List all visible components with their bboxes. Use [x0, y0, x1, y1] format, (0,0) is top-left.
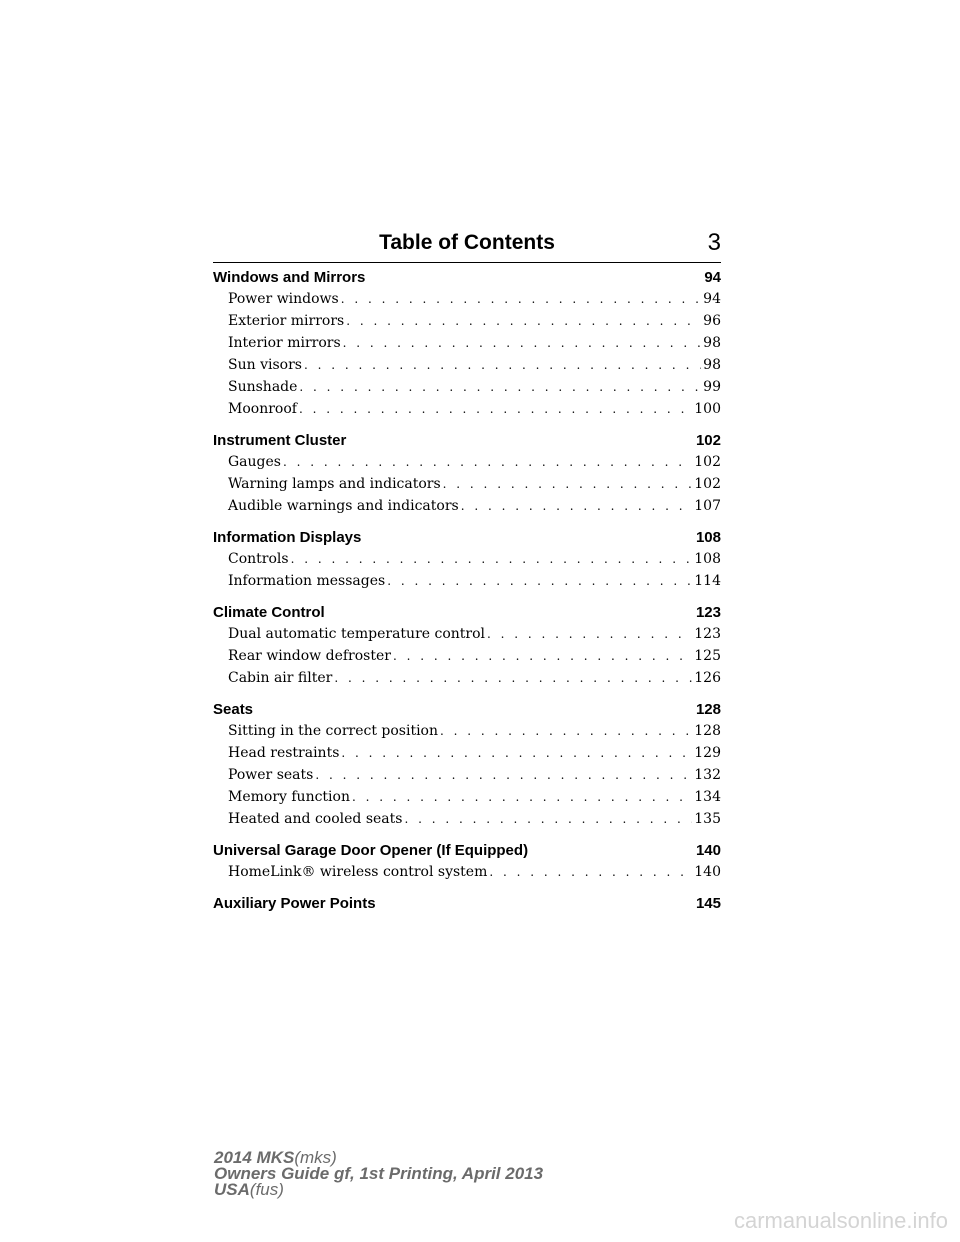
entry-page: 102 — [694, 476, 721, 492]
toc-entry[interactable] — [228, 720, 721, 742]
dot-leader — [404, 808, 692, 830]
entry-title: Interior mirrors — [228, 335, 341, 351]
dot-leader — [443, 473, 693, 495]
toc-entry[interactable] — [228, 764, 721, 786]
section-page: 140 — [695, 842, 721, 859]
toc-entry[interactable] — [228, 667, 721, 689]
footer — [214, 1150, 543, 1198]
entry-page: 129 — [694, 745, 721, 761]
entry-title: Cabin air filter — [228, 670, 333, 686]
toc-section-heading[interactable] — [213, 700, 721, 720]
page-number: 3 — [707, 229, 721, 256]
section-title: Windows and Mirrors — [213, 269, 366, 286]
toc-section — [213, 700, 721, 830]
toc-entry[interactable] — [228, 376, 721, 398]
section-title: Seats — [213, 701, 254, 718]
toc-entry[interactable] — [228, 570, 721, 592]
entry-title: Controls — [228, 551, 289, 567]
dot-leader — [352, 786, 692, 808]
entry-title: Dual automatic temperature control — [228, 626, 486, 642]
entry-page: 114 — [694, 573, 721, 589]
entry-page: 134 — [694, 789, 721, 805]
toc-entry[interactable] — [228, 288, 721, 310]
entry-page: 102 — [694, 454, 721, 470]
footer-printing: Owners Guide gf, 1st Printing, April 2013 — [214, 1164, 544, 1183]
toc-entry[interactable] — [228, 786, 721, 808]
toc-section — [213, 603, 721, 689]
dot-leader — [334, 667, 692, 689]
entry-page: 98 — [703, 335, 721, 351]
entry-title: Memory function — [228, 789, 350, 805]
dot-leader — [393, 645, 692, 667]
entry-page: 125 — [694, 648, 721, 664]
dot-leader — [304, 354, 701, 376]
dot-leader — [487, 623, 692, 645]
dot-leader — [341, 288, 701, 310]
entry-page: 96 — [703, 313, 721, 329]
entry-title: Warning lamps and indicators — [228, 476, 441, 492]
section-title: Universal Garage Door Opener (If Equipped) — [213, 842, 529, 859]
entry-title: Power seats — [228, 767, 314, 783]
toc-entry[interactable] — [228, 473, 721, 495]
entry-title: Sitting in the correct position — [228, 723, 439, 739]
entry-page: 128 — [694, 723, 721, 739]
section-page: 102 — [695, 432, 721, 449]
section-page: 94 — [704, 269, 721, 286]
toc-entry[interactable] — [228, 332, 721, 354]
entry-title: Sunshade — [228, 379, 298, 395]
entry-page: 123 — [694, 626, 721, 642]
section-title: Auxiliary Power Points — [213, 895, 376, 912]
section-page: 123 — [695, 604, 721, 621]
toc-entry[interactable] — [228, 310, 721, 332]
entry-title: Exterior mirrors — [228, 313, 345, 329]
dot-leader — [346, 310, 701, 332]
table-of-contents — [213, 268, 721, 914]
toc-section — [213, 431, 721, 517]
entry-title: Power windows — [228, 291, 339, 307]
section-page: 128 — [695, 701, 721, 718]
toc-entry[interactable] — [228, 354, 721, 376]
toc-entry[interactable] — [228, 645, 721, 667]
dot-leader — [387, 570, 692, 592]
dot-leader — [291, 548, 693, 570]
entry-page: 140 — [694, 864, 721, 880]
toc-entry[interactable] — [228, 548, 721, 570]
entry-page: 135 — [694, 811, 721, 827]
toc-entry[interactable] — [228, 861, 721, 883]
section-title: Information Displays — [213, 529, 362, 546]
dot-leader — [341, 742, 692, 764]
entry-page: 126 — [694, 670, 721, 686]
entry-page: 100 — [694, 401, 721, 417]
footer-model-code: (mks) — [294, 1148, 337, 1167]
toc-section-heading[interactable] — [213, 603, 721, 623]
toc-section-heading[interactable] — [213, 841, 721, 861]
entry-title: HomeLink® wireless control system — [228, 864, 488, 880]
toc-entry[interactable] — [228, 623, 721, 645]
entry-page: 94 — [703, 291, 721, 307]
entry-title: Audible warnings and indicators — [228, 498, 459, 514]
toc-entry[interactable] — [228, 495, 721, 517]
toc-section — [213, 841, 721, 883]
toc-entry[interactable] — [228, 451, 721, 473]
dot-leader — [343, 332, 702, 354]
entry-page: 107 — [694, 498, 721, 514]
entry-title: Sun visors — [228, 357, 302, 373]
toc-section-heading[interactable] — [213, 528, 721, 548]
entry-title: Head restraints — [228, 745, 340, 761]
entry-title: Moonroof — [228, 401, 297, 417]
footer-region-code: (fus) — [249, 1180, 284, 1199]
entry-page: 98 — [703, 357, 721, 373]
page-title: Table of Contents — [379, 231, 555, 254]
watermark: carmanualsonline.info — [733, 1208, 948, 1233]
dot-leader — [283, 451, 692, 473]
toc-section — [213, 894, 721, 914]
section-page: 145 — [695, 895, 721, 912]
toc-section — [213, 268, 721, 420]
toc-entry[interactable] — [228, 742, 721, 764]
dot-leader — [489, 861, 692, 883]
section-page: 108 — [695, 529, 721, 546]
entry-title: Heated and cooled seats — [228, 811, 403, 827]
toc-entry[interactable] — [228, 398, 721, 420]
dot-leader — [440, 720, 692, 742]
dot-leader — [315, 764, 692, 786]
page-header — [213, 228, 721, 263]
entry-page: 108 — [694, 551, 721, 567]
dot-leader — [299, 398, 692, 420]
toc-section-heading[interactable] — [213, 894, 721, 914]
footer-region: USA — [214, 1180, 250, 1199]
footer-model: 2014 MKS — [214, 1148, 295, 1167]
dot-leader — [461, 495, 693, 517]
dot-leader — [299, 376, 701, 398]
entry-title: Gauges — [228, 454, 281, 470]
entry-page: 99 — [703, 379, 721, 395]
toc-section — [213, 528, 721, 592]
section-title: Climate Control — [213, 604, 325, 621]
entry-page: 132 — [694, 767, 721, 783]
entry-title: Information messages — [228, 573, 386, 589]
section-title: Instrument Cluster — [213, 432, 347, 449]
toc-section-heading[interactable] — [213, 431, 721, 451]
toc-section-heading[interactable] — [213, 268, 721, 288]
toc-entry[interactable] — [228, 808, 721, 830]
entry-title: Rear window defroster — [228, 648, 391, 664]
